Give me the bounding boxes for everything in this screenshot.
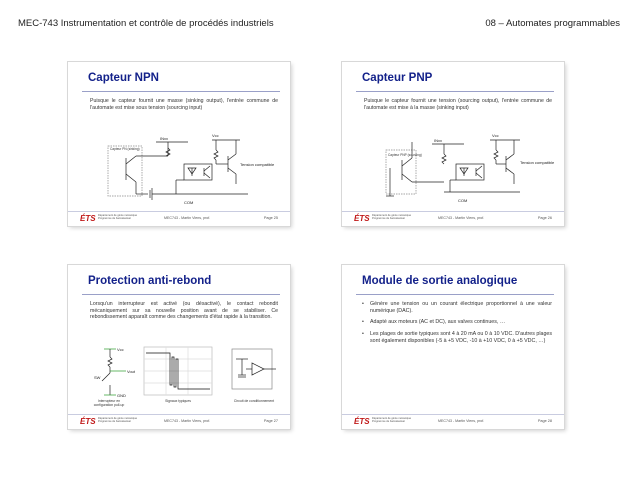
input-label: INxx xyxy=(160,136,168,141)
bullet-item: • Les plages de sortie typiques sont 4 à 20 mA ou 0 à 10 VDC. D'autres plages sont également disponibles (-5 à +5 VDC, -10 à +10 VDC, 0 à +5 VDC, …) xyxy=(362,331,552,344)
footer-course: MEC743 - Martin Viens, prof. xyxy=(164,216,211,220)
slide-title: Module de sortie analogique xyxy=(362,275,518,287)
document-header-right: 08 – Automates programmables xyxy=(485,18,620,29)
slide-capteur-npn xyxy=(68,62,290,226)
sensor-label: Capteur PN (sinking) xyxy=(110,147,140,151)
footer-department: Département de génie mécanique Programme de baccalauréat xyxy=(372,417,412,424)
caption-signals: Signaux typiques xyxy=(165,399,191,403)
slide-body: Puisque le capteur fournit une tension (sourcing output), l'entrée commune de l'automate est mise à la masse (sinking input) xyxy=(364,98,552,111)
slide-body: Lorsqu'un interrupteur est activé (ou désactivé), le contact rebondit mécaniquement sur sa nouvelle position avant de se stabiliser. Ce rebondissement apparaît comme des changements d'état rapide à la transition. xyxy=(90,301,278,321)
title-divider xyxy=(356,294,554,295)
bullet-text: Génère une tension ou un courant électrique proportionnel à une valeur numérique (DAC). xyxy=(370,301,552,314)
ets-logo: ÉTS xyxy=(354,214,370,223)
footer-course: MEC743 - Martin Viens, prof. xyxy=(164,419,211,423)
caption-conditioning: Circuit de conditionnement xyxy=(233,399,275,403)
footer-page-number: Page 28 xyxy=(537,419,552,423)
bullet-item: • Adapté aux moteurs (AC et DC), aux valves continues, … xyxy=(362,319,506,326)
input-label: INxx xyxy=(434,138,442,143)
ets-logo: ÉTS xyxy=(80,214,96,223)
output-label: Tension compatible xyxy=(240,162,275,167)
npn-circuit-diagram xyxy=(88,128,278,210)
output-label: Tension compatible xyxy=(520,160,555,165)
slide-footer xyxy=(68,414,290,429)
slide-footer xyxy=(68,211,290,226)
footer-department: Département de génie mécanique Programme de baccalauréat xyxy=(98,417,138,424)
vcc-label: Vcc xyxy=(212,133,219,138)
com-label: COM xyxy=(458,198,468,203)
title-divider xyxy=(82,294,280,295)
sensor-label: Capteur PNP (sourcing) xyxy=(388,153,422,157)
vcc-label: Vcc xyxy=(492,133,499,138)
footer-course: MEC743 - Martin Viens, prof. xyxy=(438,419,485,423)
footer-department: Département de génie mécanique Programme de baccalauréat xyxy=(98,214,138,221)
switch-label: SW xyxy=(94,375,101,380)
slide-footer xyxy=(342,414,564,429)
footer-course: MEC743 - Martin Viens, prof. xyxy=(438,216,485,220)
pnp-circuit-diagram xyxy=(360,132,555,210)
slide-title: Protection anti-rebond xyxy=(88,275,212,287)
slide-title: Capteur PNP xyxy=(362,72,433,84)
footer-page-number: Page 27 xyxy=(263,419,278,423)
slide-capteur-pnp xyxy=(342,62,564,226)
title-divider xyxy=(82,91,280,92)
com-label: COM xyxy=(184,200,194,205)
bullet-text: Les plages de sortie typiques sont 4 à 20 mA ou 0 à 10 VDC. D'autres plages sont également disponibles (-5 à +5 VDC, -10 à +10 VDC, 0 à +5 VDC, …) xyxy=(370,331,552,344)
ets-logo: ÉTS xyxy=(80,417,96,426)
gnd-label: GND xyxy=(117,393,126,398)
footer-department: Département de génie mécanique Programme de baccalauréat xyxy=(372,214,412,221)
slide-body: Puisque le capteur fournit une masse (sinking output), l'entrée commune de l'automate est mise sous tension (sourcing input) xyxy=(90,98,278,111)
debounce-diagram xyxy=(86,345,286,401)
vcc-label: Vcc xyxy=(117,347,124,352)
footer-page-number: Page 25 xyxy=(263,216,278,220)
footer-page-number: Page 26 xyxy=(537,216,552,220)
slide-footer xyxy=(342,211,564,226)
caption-pull-up: Interrupteur en configuration pull-up xyxy=(93,399,125,407)
slide-title: Capteur NPN xyxy=(88,72,159,84)
ets-logo: ÉTS xyxy=(354,417,370,426)
bullet-item: • Génère une tension ou un courant électrique proportionnel à une valeur numérique (DAC). xyxy=(362,301,552,314)
bullet-list xyxy=(362,301,552,350)
slide-module-sortie-analogique xyxy=(342,265,564,429)
bullet-text: Adapté aux moteurs (AC et DC), aux valves continues, … xyxy=(370,319,506,326)
title-divider xyxy=(356,91,554,92)
slide-protection-anti-rebond xyxy=(68,265,290,429)
document-header-left: MEC-743 Instrumentation et contrôle de procédés industriels xyxy=(18,18,274,29)
vout-label: Vout xyxy=(127,369,136,374)
